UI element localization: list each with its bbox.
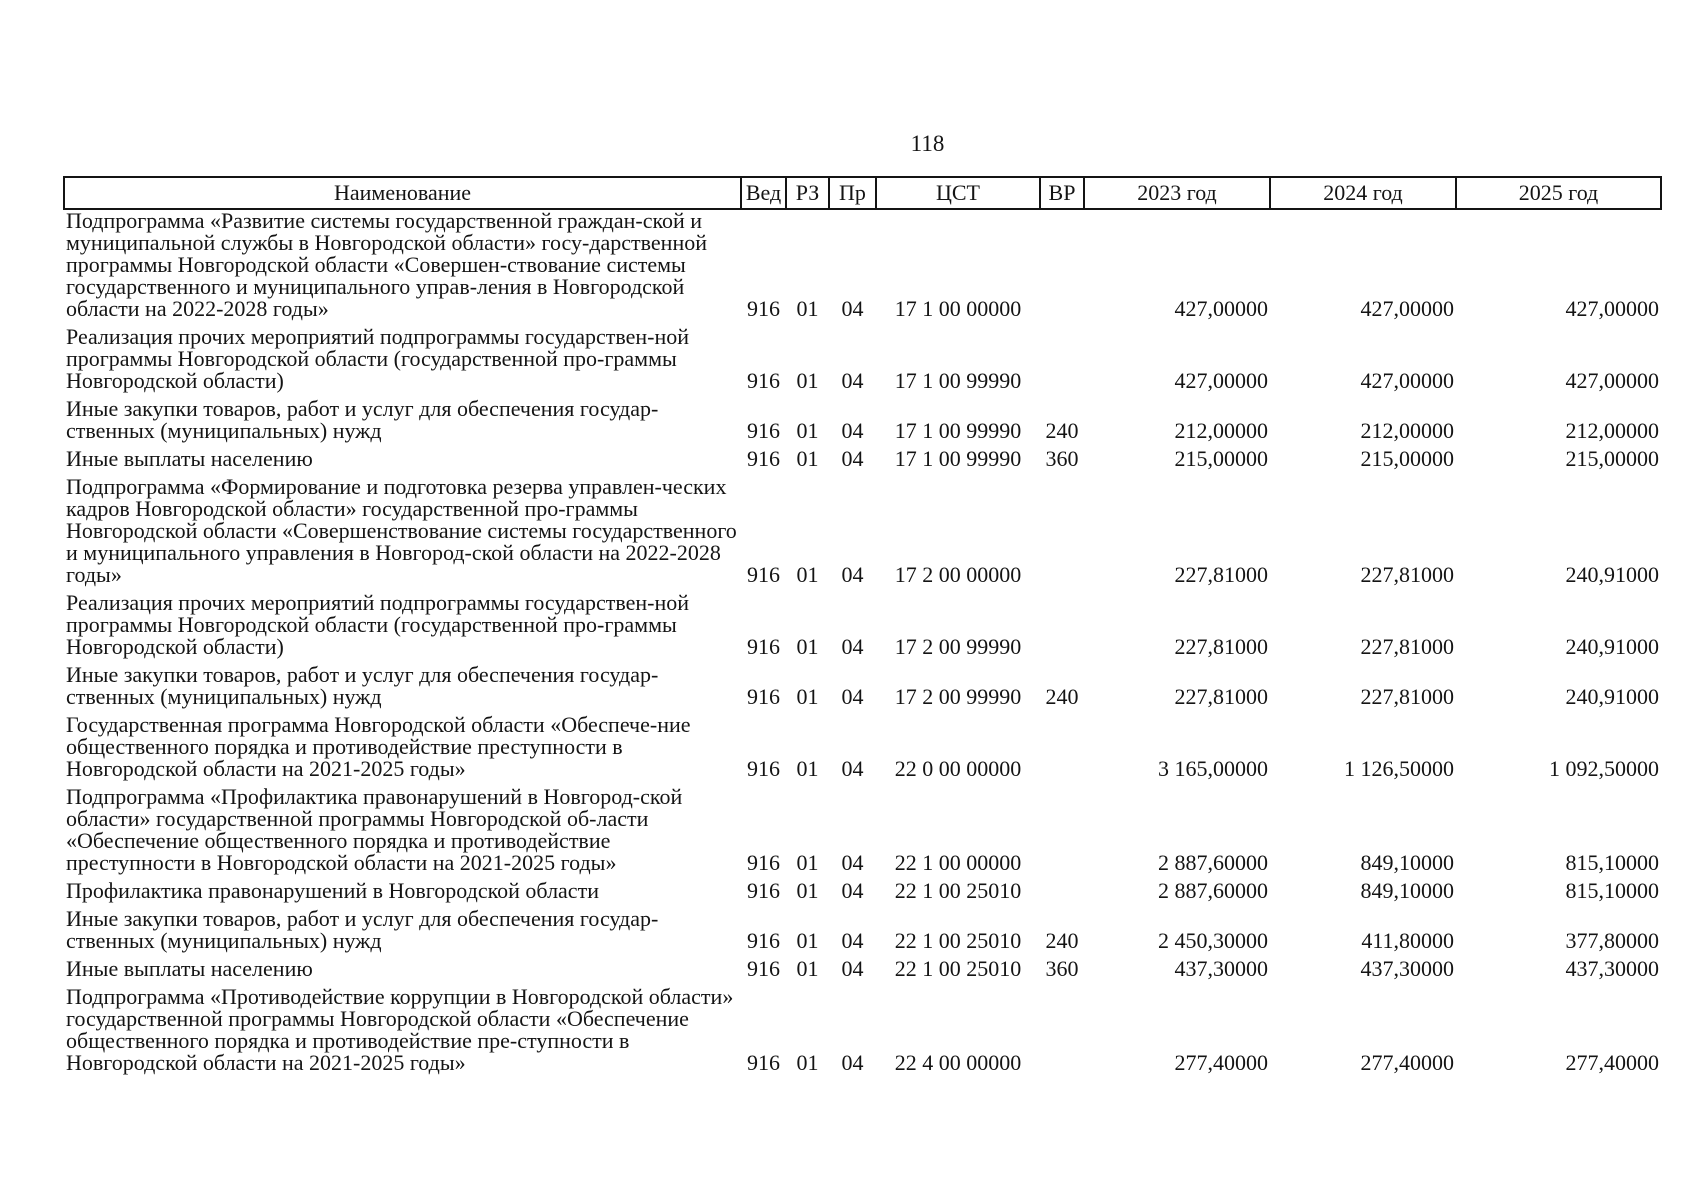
table-header-row [64,177,1661,209]
cell-cst: 22 0 00 00000 [894,756,1022,781]
cell-2023: 212,00000 [1174,418,1268,443]
cell-rz: 01 [796,296,819,321]
cell-2024: 212,00000 [1360,418,1454,443]
cell-rz: 01 [796,562,819,587]
cell-pr: 04 [841,684,864,709]
table-row [64,986,1661,1080]
cell-name: Иные закупки товаров, работ и услуг для обеспечения государ-ственных (муниципальных) нужд [66,396,659,443]
cell-name: Иные выплаты населению [66,446,313,471]
cell-name: Государственная программа Новгородской области «Обеспече-ние общественного порядка и противодействие преступности в Новгородской области на 2021-2025 годы» [66,712,691,781]
cell-rz: 01 [796,1050,819,1075]
table-row [64,664,1661,714]
header-name: Наименование [64,177,741,209]
cell-2024: 849,10000 [1360,850,1454,875]
cell-2023: 215,00000 [1174,446,1268,471]
cell-name: Иные закупки товаров, работ и услуг для обеспечения государ-ственных (муниципальных) нужд [66,662,659,709]
cell-2024: 227,81000 [1360,562,1454,587]
cell-2025: 240,91000 [1565,634,1659,659]
header-ved: Вед [741,177,786,209]
cell-rz: 01 [796,634,819,659]
table-row [64,209,1661,326]
cell-vr [1040,714,1084,786]
table-row [64,714,1661,786]
cell-2024: 227,81000 [1360,634,1454,659]
cell-cst: 22 1 00 00000 [894,850,1022,875]
cell-cst: 17 1 00 99990 [894,446,1022,471]
cell-2025: 277,40000 [1565,1050,1659,1075]
cell-pr: 04 [841,446,864,471]
table-row [64,880,1661,908]
cell-cst: 17 1 00 99990 [894,368,1022,393]
cell-2024: 215,00000 [1360,446,1454,471]
cell-pr: 04 [841,562,864,587]
page-number: 118 [910,131,945,156]
cell-vr [1040,326,1084,398]
cell-rz: 01 [796,418,819,443]
cell-cst: 22 4 00 00000 [894,1050,1022,1075]
cell-name: Подпрограмма «Развитие системы государственной граждан-ской и муниципальной службы в Новгородской области» госу-дарственной программы Новгородской области «Совершен-ствование системы государственного и муниципального управ-ления в Новгородской области на 2022-2028 годы» [66,208,707,321]
cell-2025: 815,10000 [1565,878,1659,903]
cell-pr: 04 [841,296,864,321]
cell-2023: 227,81000 [1174,634,1268,659]
header-rz: РЗ [786,177,829,209]
cell-rz: 01 [796,928,819,953]
cell-2024: 277,40000 [1360,1050,1454,1075]
cell-2025: 240,91000 [1565,562,1659,587]
cell-2023: 427,00000 [1174,296,1268,321]
cell-2025: 427,00000 [1565,296,1659,321]
cell-vr [1040,209,1084,326]
cell-ved: 916 [747,1050,780,1075]
cell-2023: 427,00000 [1174,368,1268,393]
cell-ved: 916 [747,878,780,903]
cell-pr: 04 [841,368,864,393]
cell-rz: 01 [796,368,819,393]
header-cst: ЦСТ [876,177,1040,209]
cell-2023: 437,30000 [1174,956,1268,981]
cell-rz: 01 [796,446,819,471]
cell-cst: 22 1 00 25010 [894,878,1022,903]
cell-pr: 04 [841,756,864,781]
cell-cst: 17 2 00 00000 [894,562,1022,587]
cell-cst: 17 2 00 99990 [894,684,1022,709]
cell-cst: 17 2 00 99990 [894,634,1022,659]
cell-ved: 916 [747,562,780,587]
header-2025: 2025 год [1456,177,1661,209]
cell-2023: 3 165,00000 [1158,756,1268,781]
cell-2024: 427,00000 [1360,296,1454,321]
cell-2024: 849,10000 [1360,878,1454,903]
table-body [64,209,1661,1080]
budget-table [63,176,1662,1080]
cell-vr: 360 [1045,956,1079,981]
cell-ved: 916 [747,956,780,981]
table-row [64,398,1661,448]
table-row [64,786,1661,880]
cell-2025: 427,00000 [1565,368,1659,393]
table-row [64,476,1661,592]
cell-name: Подпрограмма «Формирование и подготовка резерва управлен-ческих кадров Новгородской области» государственной про-граммы Новгородской области «Совершенствование системы государственного и муниципального управления в Новгород-ской области на 2022-2028 годы» [66,474,737,587]
cell-2025: 815,10000 [1565,850,1659,875]
cell-pr: 04 [841,956,864,981]
cell-name: Иные выплаты населению [66,956,313,981]
cell-2023: 2 887,60000 [1158,850,1268,875]
cell-pr: 04 [841,928,864,953]
header-2024: 2024 год [1270,177,1456,209]
header-2023: 2023 год [1084,177,1270,209]
cell-rz: 01 [796,878,819,903]
cell-vr: 240 [1045,928,1079,953]
cell-2025: 212,00000 [1565,418,1659,443]
cell-cst: 22 1 00 25010 [894,928,1022,953]
table-row [64,326,1661,398]
cell-ved: 916 [747,850,780,875]
cell-2024: 411,80000 [1361,928,1454,953]
cell-ved: 916 [747,418,780,443]
cell-2023: 277,40000 [1174,1050,1268,1075]
header-vr: ВР [1040,177,1084,209]
cell-2024: 1 126,50000 [1344,756,1454,781]
cell-name: Профилактика правонарушений в Новгородской области [66,878,599,903]
cell-ved: 916 [747,928,780,953]
cell-rz: 01 [796,756,819,781]
cell-2025: 377,80000 [1565,928,1659,953]
table-row [64,448,1661,476]
cell-vr: 360 [1045,446,1079,471]
cell-rz: 01 [796,850,819,875]
cell-name: Иные закупки товаров, работ и услуг для обеспечения государ-ственных (муниципальных) нужд [66,906,659,953]
table-row [64,958,1661,986]
cell-2024: 437,30000 [1360,956,1454,981]
cell-ved: 916 [747,446,780,471]
cell-name: Реализация прочих мероприятий подпрограммы государствен-ной программы Новгородской области (государственной про-граммы Новгородской области) [66,324,690,393]
cell-2024: 227,81000 [1360,684,1454,709]
cell-cst: 17 1 00 00000 [894,296,1022,321]
cell-ved: 916 [747,756,780,781]
cell-pr: 04 [841,1050,864,1075]
cell-name: Реализация прочих мероприятий подпрограммы государствен-ной программы Новгородской области (государственной про-граммы Новгородской области) [66,590,690,659]
cell-2025: 215,00000 [1565,446,1659,471]
cell-name: Подпрограмма «Профилактика правонарушений в Новгород-ской области» государственной программы Новгородской об-ласти «Обеспечение общественного порядка и противодействие преступности в Новгородской области на 2021-2025 годы» [66,784,683,875]
cell-ved: 916 [747,368,780,393]
cell-pr: 04 [841,850,864,875]
cell-2025: 437,30000 [1565,956,1659,981]
table-row [64,908,1661,958]
cell-cst: 17 1 00 99990 [894,418,1022,443]
cell-vr [1040,592,1084,664]
cell-vr: 240 [1045,684,1079,709]
cell-2023: 227,81000 [1174,562,1268,587]
cell-name: Подпрограмма «Противодействие коррупции в Новгородской области» государственной программы Новгородской области «Обеспечение общественного порядка и противодействие пре-ступности в Новгородской области на 2021-2025 годы» [66,984,734,1075]
cell-vr: 240 [1045,418,1079,443]
table-row [64,592,1661,664]
cell-2023: 227,81000 [1174,684,1268,709]
cell-pr: 04 [841,634,864,659]
cell-2025: 1 092,50000 [1549,756,1659,781]
cell-vr [1040,880,1084,908]
cell-pr: 04 [841,418,864,443]
cell-vr [1040,986,1084,1080]
cell-rz: 01 [796,684,819,709]
cell-2023: 2 450,30000 [1158,928,1268,953]
cell-pr: 04 [841,878,864,903]
cell-vr [1040,786,1084,880]
cell-ved: 916 [747,296,780,321]
cell-2025: 240,91000 [1565,684,1659,709]
cell-2023: 2 887,60000 [1158,878,1268,903]
cell-ved: 916 [747,684,780,709]
cell-vr [1040,476,1084,592]
cell-rz: 01 [796,956,819,981]
header-pr: Пр [829,177,876,209]
cell-2024: 427,00000 [1360,368,1454,393]
cell-cst: 22 1 00 25010 [894,956,1022,981]
cell-ved: 916 [747,634,780,659]
